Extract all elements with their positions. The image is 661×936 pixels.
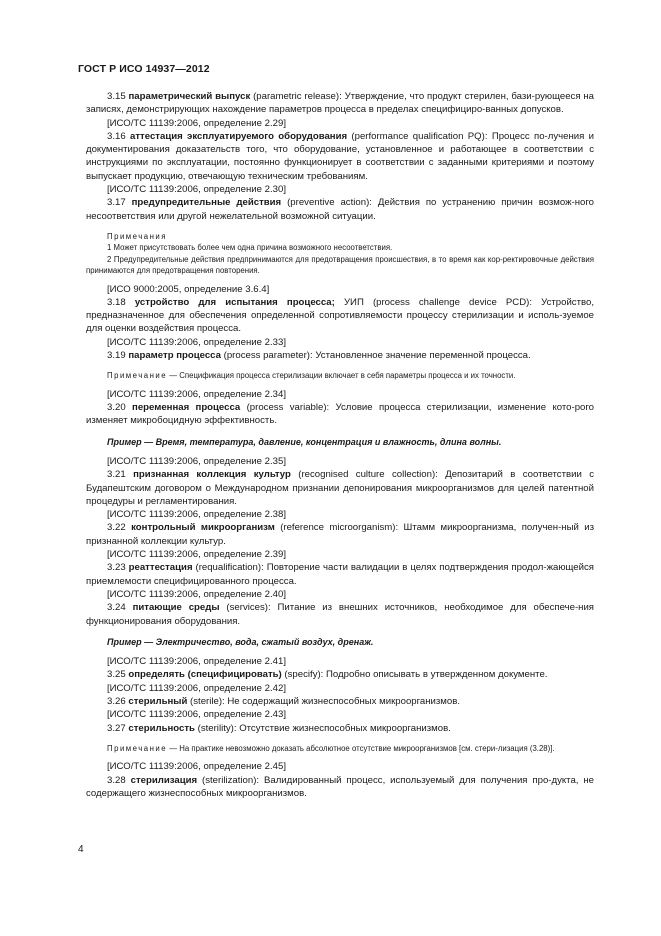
term-entry	[86, 722, 594, 735]
term-name: аттестация эксплуатируемого оборудования	[130, 130, 348, 142]
term-number: 3.28	[107, 774, 126, 786]
term-name: стерилизация	[130, 774, 198, 786]
term-entry	[86, 90, 594, 117]
term-name: реаттестация	[128, 562, 193, 574]
term-definition: (specify): Подробно описывать в утвержденном документе.	[281, 669, 548, 681]
note-item: 2 Предупредительные действия предпринимаются для предотвращения происшествия, в то время как кор-ректировочные действия принимаются для предотвращения повторения.	[86, 254, 594, 276]
term-number: 3.20	[107, 402, 126, 414]
term-entry	[86, 601, 594, 628]
term-number: 3.26	[107, 696, 126, 708]
term-number: 3.22	[107, 522, 126, 534]
term-entry	[86, 130, 594, 183]
document-body	[86, 90, 594, 800]
term-number: 3.19	[107, 350, 126, 362]
term-name: переменная процесса	[132, 402, 241, 414]
term-definition: (services): Питание из внешних источников, необходимое для обеспече-ния функционирования оборудования.	[86, 602, 594, 627]
source-reference: [ИСО/ТС 11139:2006, определение 2.33]	[107, 336, 286, 348]
document-header: ГОСТ Р ИСО 14937—2012	[78, 63, 210, 75]
note-item: 1 Может присутствовать более чем одна причина возможного несоответствия.	[107, 243, 393, 253]
note-text: — Спецификация процесса стерилизации включает в себя параметры процесса и их точности.	[167, 371, 516, 381]
term-name: признанная коллекция культур	[133, 469, 291, 481]
term-name: стерильный	[128, 696, 188, 708]
term-name: устройство для испытания процесса;	[134, 296, 335, 308]
term-entry	[86, 668, 594, 681]
term-number: 3.16	[107, 130, 126, 142]
term-definition: (process parameter): Установленное значение переменной процесса.	[220, 350, 531, 362]
term-definition: (reference microorganism): Штамм микроорганизма, получен-ный из признанной коллекции культур.	[86, 522, 594, 547]
term-name: параметрический выпуск	[128, 91, 251, 102]
note-text: — На практике невозможно доказать абсолютное отсутствие микроорганизмов [см. стери-лизация (3.28)].	[167, 743, 555, 753]
source-reference: [ИСО/ТС 11139:2006, определение 2.34]	[107, 388, 286, 400]
source-reference: [ИСО/ТС 11139:2006, определение 2.40]	[107, 588, 286, 600]
term-number: 3.23	[107, 562, 126, 574]
note-block	[86, 370, 594, 381]
term-number: 3.18	[107, 296, 126, 308]
source-reference: [ИСО/ТС 11139:2006, определение 2.42]	[107, 682, 286, 694]
source-reference: [ИСО/ТС 11139:2006, определение 2.41]	[107, 656, 286, 668]
term-name: параметр процесса	[128, 350, 221, 362]
term-definition: (parametric release): Утверждение, что продукт стерилен, бази-рующееся на записях, демонстрирующих нахождение параметров процесса в пределах специфициро-ванных допусков.	[86, 91, 594, 116]
term-entry	[86, 468, 594, 508]
term-definition: (requalification): Повторение части валидации в целях подтверждения продол-жающейся приемлемости специфицированного процесса.	[86, 562, 594, 587]
term-definition: (sterility): Отсутствие жизнеспособных микроорганизмов.	[194, 722, 451, 734]
term-entry	[86, 196, 594, 223]
term-definition: (process variable): Условие процесса стерилизации, изменение кото-рого изменяет микробоцидную эффективность.	[86, 402, 595, 427]
term-number: 3.21	[107, 469, 126, 481]
term-name: определять (специфицировать)	[128, 669, 282, 681]
term-definition: (performance qualification PQ): Процесс по-лучения и документирования доказательств того, что оборудование, установленное и работающее в соответствии с инструкциями по эксплуатации, постоянно функционирует в соответствии с заданными критериями и поэтому выпускает продукцию, отвечающую техническим требованиям.	[86, 130, 594, 182]
term-definition: (sterilization): Валидированный процесс, используемый для получения про-дукта, не содержащего жизнеспособных микроорганизмов.	[86, 774, 595, 799]
note-heading: Примечание	[107, 743, 168, 753]
term-number: 3.27	[107, 722, 126, 734]
page-number: 4	[78, 844, 84, 855]
source-reference: [ИСО/ТС 11139:2006, определение 2.38]	[107, 509, 286, 521]
term-entry	[86, 521, 594, 548]
note-block	[86, 743, 594, 754]
term-entry	[86, 401, 594, 428]
notes-heading: Примечания	[107, 231, 168, 241]
source-reference: [ИСО 9000:2005, определение 3.6.4]	[107, 283, 270, 295]
term-definition: (sterile): Не содержащий жизнеспособных микроорганизмов.	[187, 696, 461, 708]
term-name: контрольный микроорганизм	[131, 522, 275, 534]
term-name: предупредительные действия	[131, 197, 282, 209]
source-reference: [ИСО/ТС 11139:2006, определение 2.39]	[107, 549, 286, 561]
term-definition: (recognised culture collection): Депозитарий в соответствии с Будапештским договором о Международном признании депонирования микроорганизмов для целей патентной процедуры и регламентирования.	[86, 469, 594, 507]
notes-block	[86, 231, 594, 277]
term-entry	[86, 296, 594, 336]
source-reference: [ИСО/ТС 11139:2006, определение 2.43]	[107, 709, 286, 721]
term-number: 3.25	[107, 669, 126, 681]
term-definition: УИП (process challenge device PCD): Устройство, предназначенное для обеспечения определенной сопротивляемости процессу стерилизации и исполь-зуемое для оценки воздействия процесса.	[86, 296, 594, 335]
source-reference: [ИСО/ТС 11139:2006, определение 2.45]	[107, 761, 286, 773]
example-line: Пример — Время, температура, давление, концентрация и влажность, длина волны.	[107, 436, 502, 447]
source-reference: [ИСО/ТС 11139:2006, определение 2.35]	[107, 455, 286, 467]
source-reference: [ИСО/ТС 11139:2006, определение 2.30]	[107, 184, 286, 196]
term-name: питающие среды	[132, 602, 220, 614]
example-line: Пример — Электричество, вода, сжатый воздух, дренаж.	[107, 636, 374, 647]
term-number: 3.15	[107, 91, 126, 102]
term-name: стерильность	[128, 722, 195, 734]
term-entry	[86, 561, 594, 588]
note-heading: Примечание	[107, 371, 168, 381]
term-number: 3.17	[107, 197, 126, 209]
term-definition: (preventive action): Действия по устранению причин возмож-ного несоответствия или другой нежелательной возможной ситуации.	[86, 197, 595, 222]
term-entry	[86, 774, 594, 801]
source-reference: [ИСО/ТС 11139:2006, определение 2.29]	[107, 117, 286, 129]
term-number: 3.24	[107, 602, 126, 614]
term-entry	[86, 695, 594, 708]
term-entry	[86, 349, 594, 362]
